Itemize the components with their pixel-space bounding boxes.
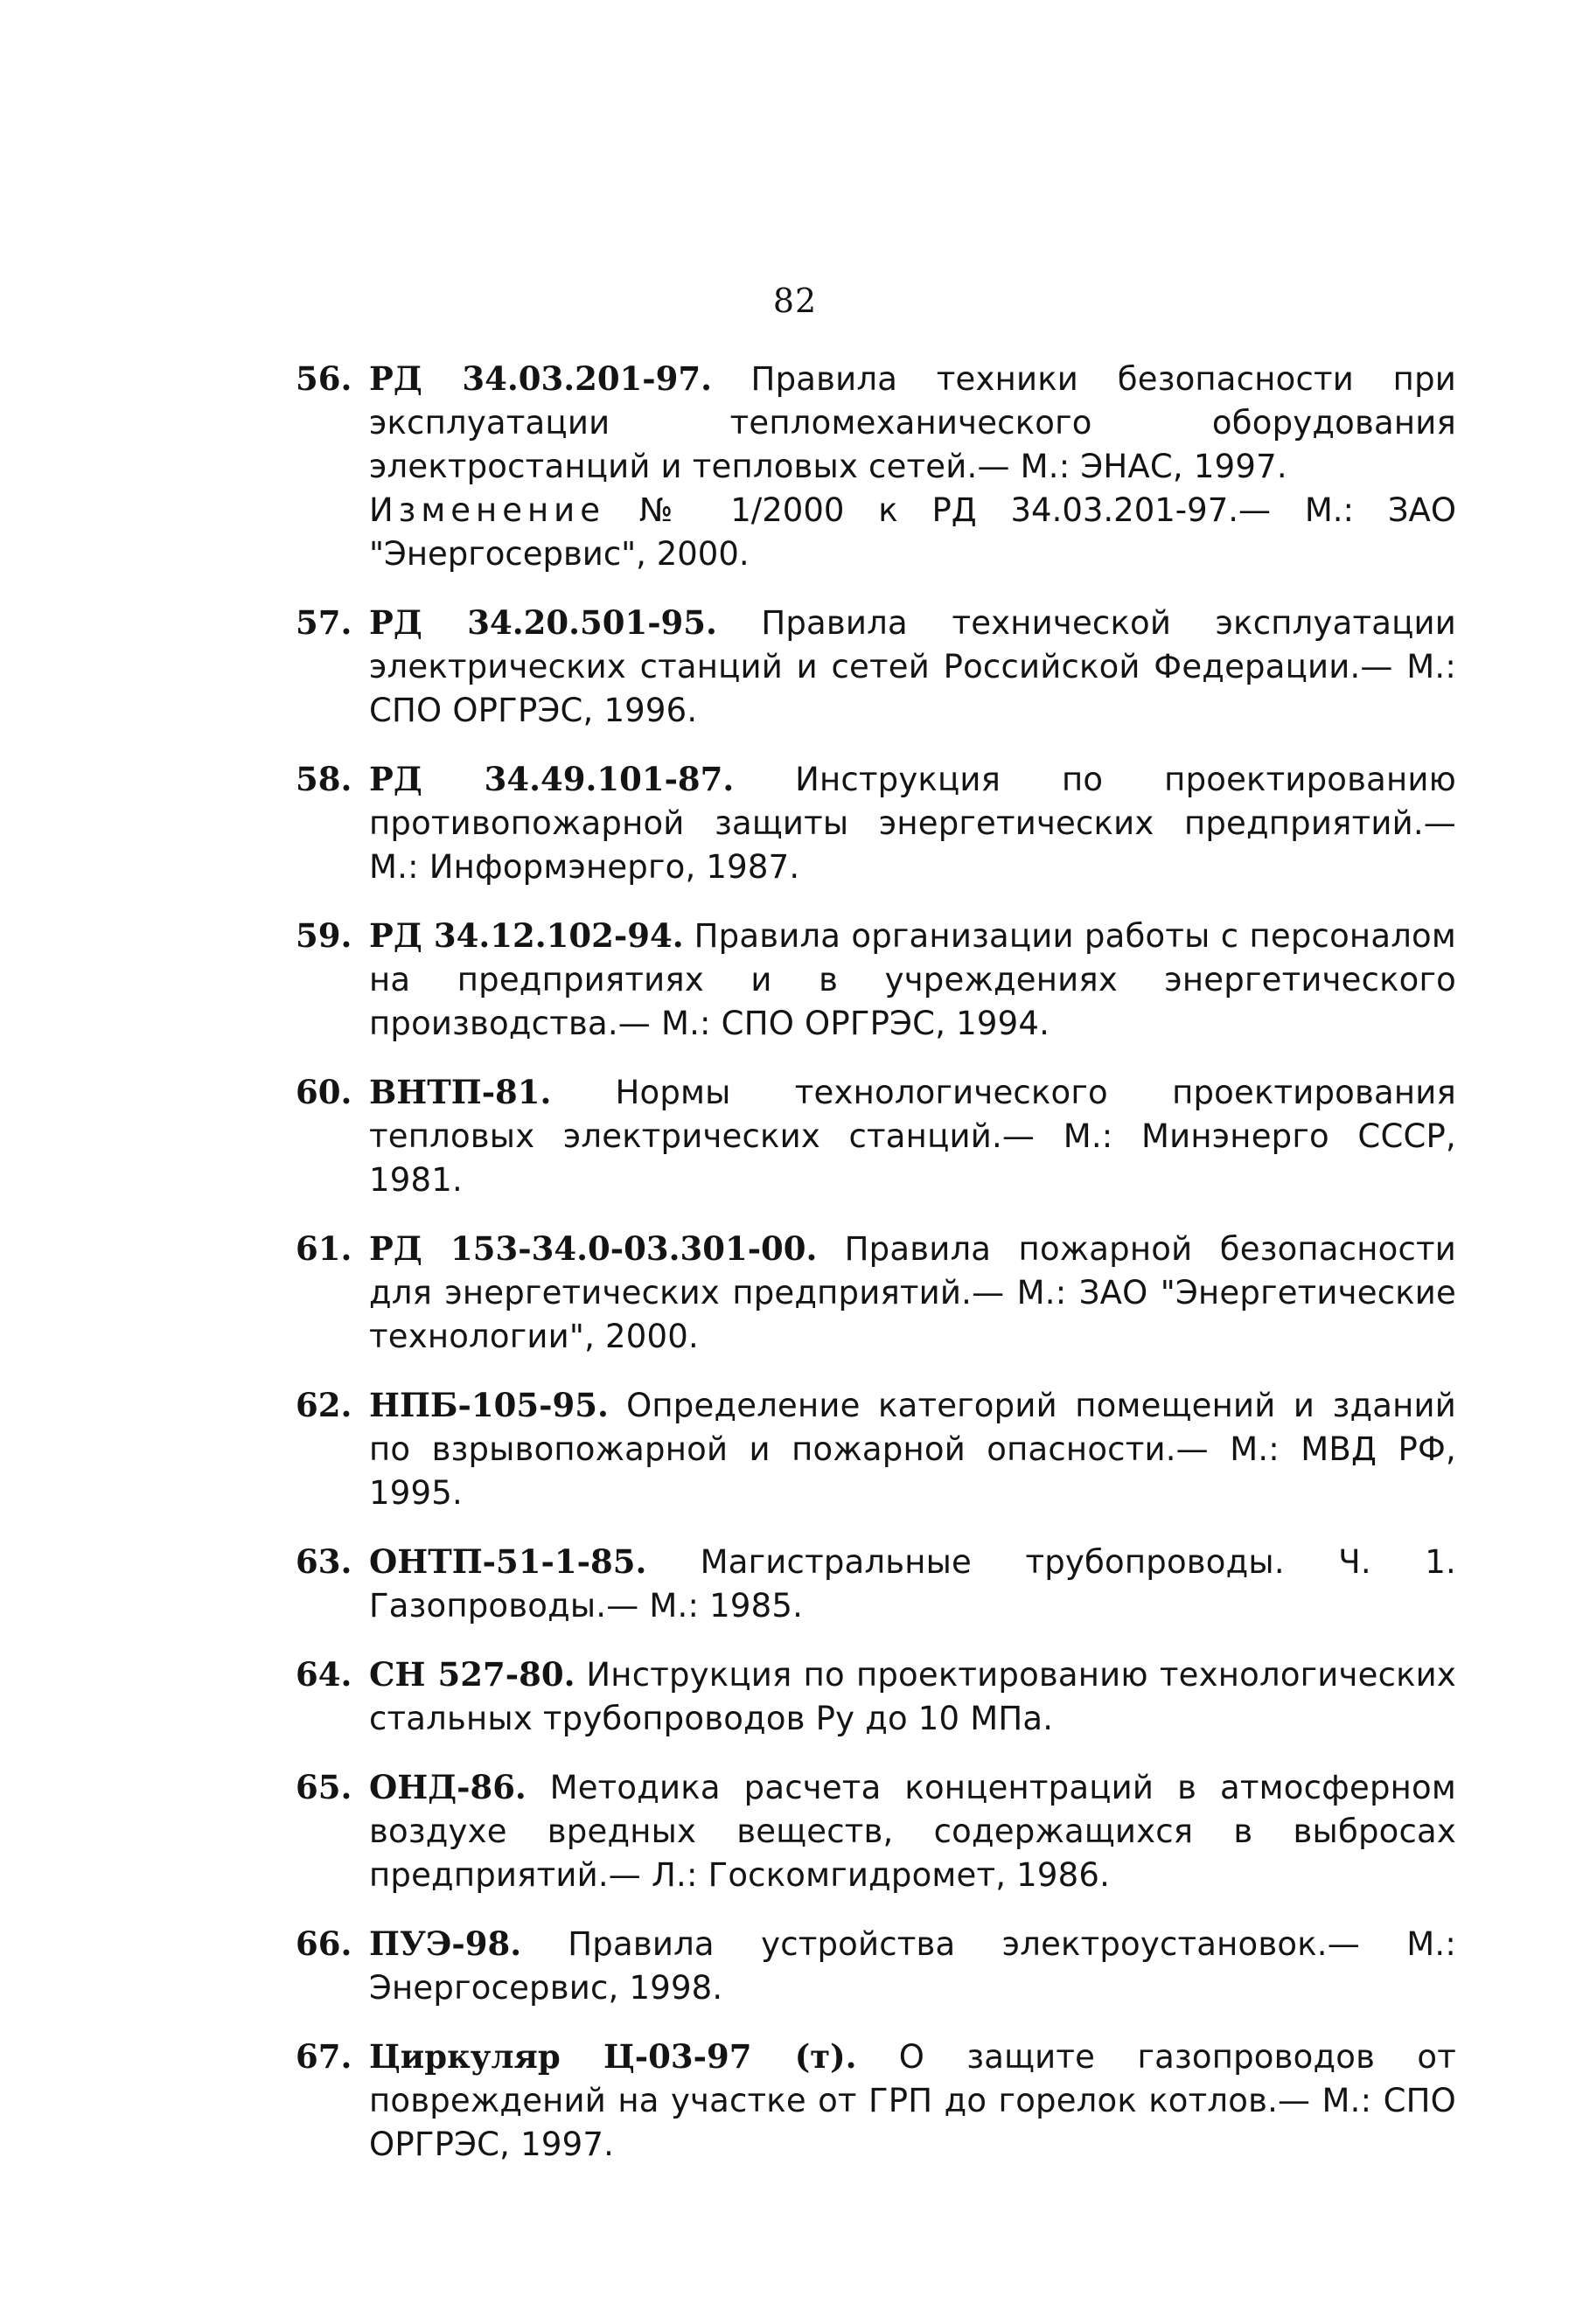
reference-item [296, 1765, 1456, 1897]
reference-item [296, 357, 1457, 576]
reference-item [296, 1070, 1456, 1202]
reference-text: О защите газопроводов от повреждений на участке от ГРП до горелок котлов.— М.: СПО ОРГРЭС, 1997. [369, 2038, 1457, 2163]
reference-number: 66. [296, 1924, 352, 1963]
reference-code: ВНТП-81. [369, 1073, 552, 1111]
reference-number: 62. [296, 1386, 352, 1424]
reference-code: СН 527-80. [369, 1655, 575, 1694]
reference-number: 57. [296, 603, 352, 642]
reference-code: ОНТП-51-1-85. [369, 1542, 647, 1581]
reference-text: Правила технической эксплуатации электрических станций и сетей Российской Федерации.— М.: СПО ОРГРЭС, 1996. [369, 604, 1456, 729]
reference-item [296, 1653, 1457, 1741]
reference-item [296, 1227, 1456, 1359]
amendment-label: Изменение [369, 491, 605, 529]
reference-number: 67. [296, 2037, 352, 2076]
reference-amendment [369, 489, 1456, 576]
reference-code: РД 34.03.201-97. [369, 359, 713, 398]
reference-text: Правила устройства электроустановок.— М.: Энергосервис, 1998. [369, 1925, 1456, 2007]
reference-text: Инструкция по проектированию противопожарной защиты энергетических предприятий.— М.: Информэнерго, 1987. [369, 761, 1456, 886]
reference-text: Инструкция по проектированию технологических стальных трубопроводов Ру до 10 МПа. [369, 1656, 1457, 1737]
reference-code: Циркуляр Ц-03-97 (т). [369, 2037, 857, 2076]
reference-text: Методика расчета концентраций в атмосферном воздухе вредных веществ, содержащихся в выбросах предприятий.— Л.: Госкомгидромет, 1986. [369, 1769, 1456, 1894]
reference-number: 59. [296, 916, 352, 955]
reference-code: ОНД-86. [369, 1768, 527, 1806]
reference-number: 64. [296, 1655, 352, 1694]
reference-item [296, 757, 1456, 889]
reference-number: 58. [296, 760, 352, 798]
reference-number: 63. [296, 1542, 352, 1581]
reference-number: 65. [296, 1768, 352, 1806]
reference-number: 56. [296, 359, 352, 398]
reference-code: РД 34.49.101-87. [369, 760, 735, 798]
reference-code: РД 34.20.501-95. [369, 603, 717, 642]
reference-text: Правила техники безопасности при эксплуатации тепломеханического оборудования электростанций и тепловых сетей.— М.: ЭНАС, 1997. [369, 360, 1457, 485]
reference-number: 61. [296, 1229, 352, 1268]
reference-text: Правила пожарной безопасности для энергетических предприятий.— М.: ЗАО "Энергетические технологии", 2000. [369, 1230, 1456, 1355]
reference-item [296, 914, 1456, 1046]
reference-item [296, 1922, 1456, 2010]
reference-item [296, 1540, 1457, 1628]
reference-text: Определение категорий помещений и зданий по взрывопожарной и пожарной опасности.— М.: МВД РФ, 1995. [369, 1387, 1456, 1512]
amendment-text: № 1/2000 к РД 34.03.201-97.— М.: ЗАО "Энергосервис", 2000. [369, 491, 1456, 573]
reference-number: 60. [296, 1073, 352, 1111]
page-number: 82 [772, 282, 818, 320]
reference-text: Магистральные трубопроводы. Ч. 1. Газопроводы.— М.: 1985. [369, 1543, 1457, 1625]
reference-text: Нормы технологического проектирования тепловых электрических станций.— М.: Минэнерго СССР, 1981. [369, 1074, 1456, 1199]
reference-code: НПБ-105-95. [369, 1386, 609, 1424]
reference-text: Правила организации работы с персоналом на предприятиях и в учреждениях энергетического производства.— М.: СПО ОРГРЭС, 1994. [369, 917, 1456, 1042]
reference-list [296, 357, 1457, 2191]
reference-item [296, 1383, 1456, 1515]
reference-code: РД 34.12.102-94. [369, 916, 684, 955]
reference-item [296, 601, 1456, 733]
reference-code: ПУЭ-98. [369, 1924, 522, 1963]
reference-code: РД 153-34.0-03.301-00. [369, 1229, 818, 1268]
reference-item [296, 2035, 1457, 2167]
